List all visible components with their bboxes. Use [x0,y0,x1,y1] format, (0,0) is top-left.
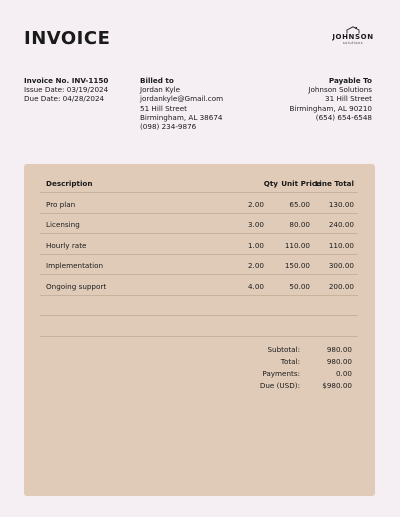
row-unit-price: 110.00 [284,240,310,250]
row-line-total: 300.00 [328,261,354,270]
total-label: Total: [280,357,300,366]
row-line-total: 240.00 [328,220,354,229]
table-header-row [40,172,358,193]
row-qty: 2.00 [247,199,264,209]
table-row [40,254,358,275]
due-date: Due Date: 04/28/2024 [24,94,105,104]
row-description: Licensing [46,220,80,229]
company-logo [330,26,376,50]
row-qty: 3.00 [247,220,264,229]
billed-to-phone: (098) 234-9876 [140,122,197,132]
billed-to-block [140,76,223,131]
amount-due-label: Due (USD): [259,381,300,390]
payable-to-name: Johnson Solutions [308,85,372,95]
payable-to-block [290,76,372,122]
header-unit-price: Unit Price [281,179,321,188]
logo-name: JOHNSON [332,33,374,41]
billed-to-email: jordankyle@Gmail.com [140,94,224,104]
row-line-total: 200.00 [328,281,354,291]
table-row [40,213,358,234]
payable-to-label: Payable To [328,76,372,85]
total-value: 980.00 [326,357,352,366]
payable-to-phone: (654) 654-6548 [315,112,372,122]
subtotal-label: Subtotal: [267,345,300,354]
row-unit-price: 65.00 [289,199,310,209]
row-description: Hourly rate [46,240,87,250]
table-row [40,234,358,255]
table-row [40,193,358,214]
total-line [24,357,364,369]
header-qty: Qty [263,179,278,188]
header-line-total: Line Total [314,179,354,188]
amount-due-line [24,381,364,393]
row-qty: 2.00 [247,261,264,270]
invoice-title: INVOICE [24,28,111,49]
invoice-details [24,76,108,104]
payments-value: 0.00 [335,369,352,378]
payments-label: Payments: [262,369,300,378]
invoice-number: Invoice No. INV-1150 [24,76,109,85]
row-qty: 4.00 [247,281,264,291]
payments-line [24,369,364,381]
row-description: Ongoing support [46,281,107,291]
issue-date: Issue Date: 03/19/2024 [24,85,109,95]
payable-to-city: Birmingham, AL 90210 [289,103,372,113]
billed-to-label: Billed to [140,76,174,85]
table-row [40,275,358,296]
row-unit-price: 80.00 [289,220,310,229]
billed-to-city: Birmingham, AL 38674 [140,112,223,122]
billed-to-name: Jordan Kyle [140,85,181,95]
row-line-total: 110.00 [328,240,354,250]
logo-subtitle: solutions [342,41,364,45]
payable-to-street: 31 Hill Street [325,94,372,104]
row-description: Pro plan [46,199,76,209]
empty-row [40,295,358,316]
row-unit-price: 50.00 [289,281,310,291]
row-line-total: 130.00 [328,199,354,209]
row-unit-price: 150.00 [284,261,310,270]
row-description: Implementation [46,261,104,270]
subtotal-value: 980.00 [326,345,352,354]
amount-due-value: $980.00 [322,381,352,390]
row-qty: 1.00 [247,240,264,250]
line-items-panel [24,164,375,496]
header-description: Description [46,179,93,188]
subtotal-line [24,345,364,357]
billed-to-street: 51 Hill Street [140,103,187,113]
empty-row [40,316,358,337]
